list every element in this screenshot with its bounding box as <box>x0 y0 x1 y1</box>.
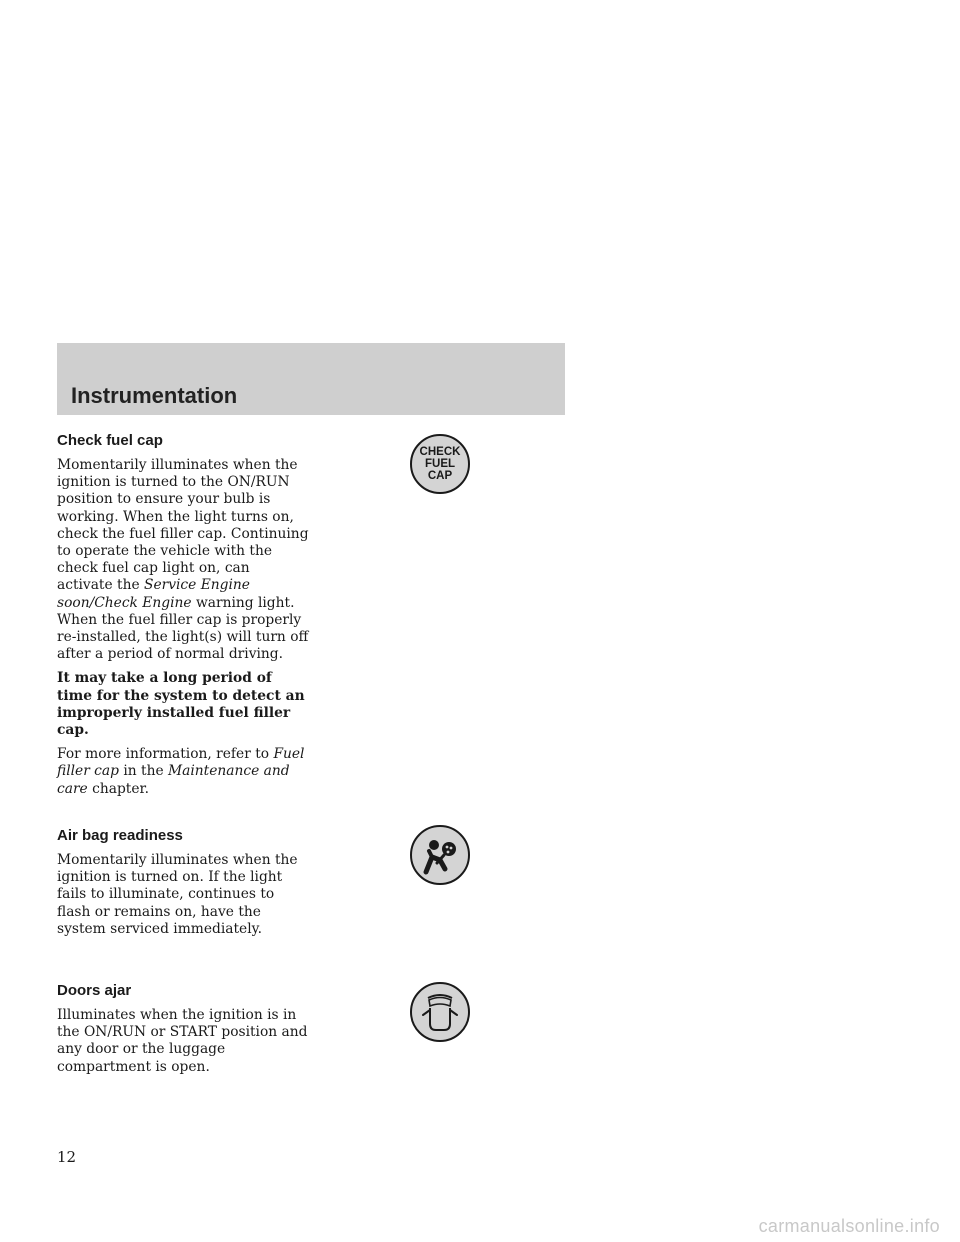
section-air-bag <box>57 827 309 945</box>
body-paragraph: Momentarily illuminates when the ignition is turned to the ON/RUN position to ensure your bulb is working. When the light turns on, check the fuel filler cap. Continuing to operate the vehicle with the check fuel cap light on, can activate the Service Engine soon/Check Engine warning light. When the fuel filler cap is properly re-installed, the light(s) will turn off after a period of normal driving. <box>57 457 309 663</box>
section-title: Air bag readiness <box>57 827 183 844</box>
page-number: 12 <box>57 1148 77 1166</box>
icon-line: FUEL <box>424 458 456 470</box>
air-bag-icon <box>410 825 470 885</box>
warning-paragraph: It may take a long period of time for the system to detect an improperly installed fuel filler cap. <box>57 670 305 739</box>
section-check-fuel-cap <box>57 432 309 805</box>
door-ajar-icon <box>410 982 470 1042</box>
check-fuel-cap-icon <box>410 434 470 494</box>
chapter-title: Instrumentation <box>71 383 238 408</box>
section-doors-ajar <box>57 982 309 1083</box>
icon-line: CHECK <box>419 446 461 458</box>
body-paragraph: Illuminates when the ignition is in the ON/RUN or START position and any door or the luggage compartment is open. <box>57 1007 308 1075</box>
icon-line: CAP <box>427 470 453 482</box>
chapter-header <box>57 343 565 415</box>
reference-paragraph: For more information, refer to Fuel filler cap in the Maintenance and care chapter. <box>57 746 305 797</box>
door-ajar-icon-graphic <box>412 984 468 1040</box>
section-title: Check fuel cap <box>57 432 163 449</box>
section-title: Doors ajar <box>57 982 132 999</box>
watermark: carmanualsonline.info <box>758 1216 940 1236</box>
body-paragraph: Momentarily illuminates when the ignition is turned on. If the light fails to illuminate, continues to flash or remains on, have the system serviced immediately. <box>57 852 298 937</box>
air-bag-icon-graphic <box>412 827 468 883</box>
